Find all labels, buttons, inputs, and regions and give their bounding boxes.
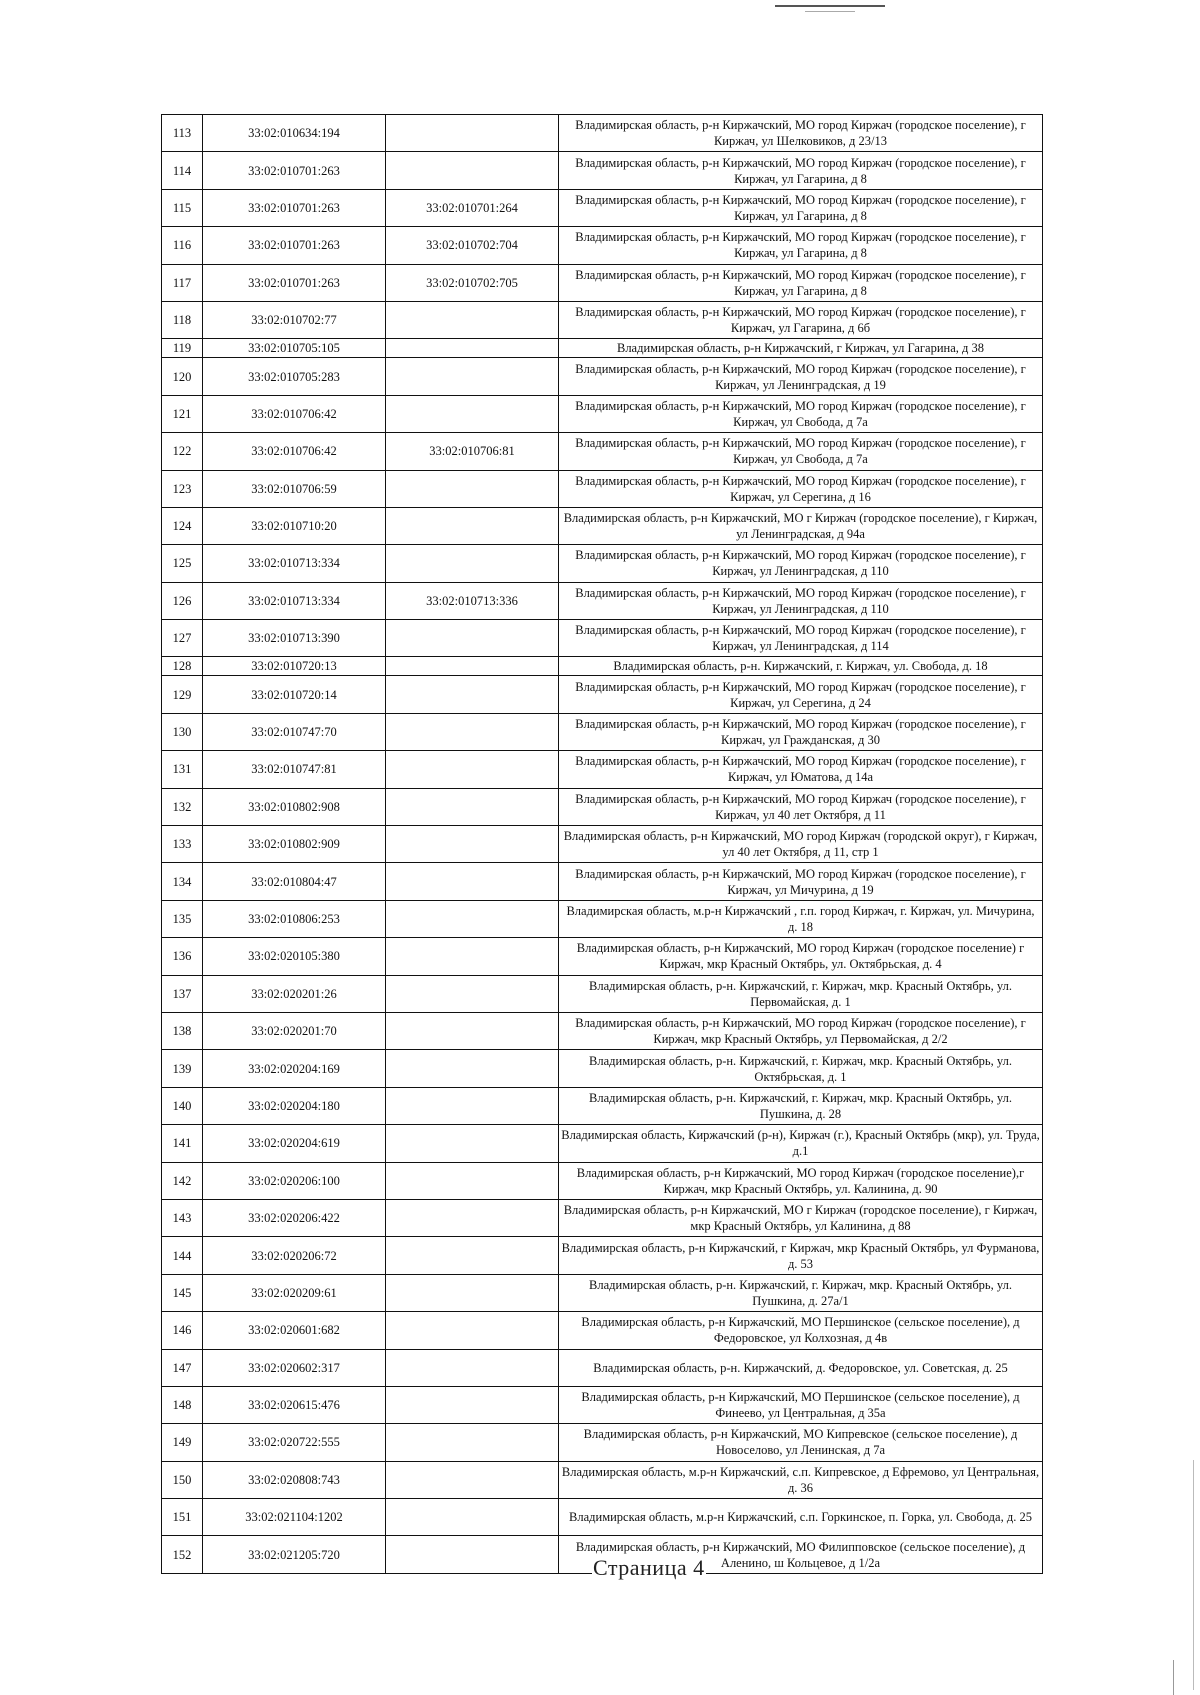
table-row	[162, 1012, 1043, 1049]
cadastral-number-cell: 33:02:020204:180	[203, 1087, 386, 1124]
row-number-cell: 145	[162, 1274, 203, 1311]
table-row	[162, 657, 1043, 676]
address-cell: Владимирская область, р-н Киржачский, МО г Киржач (городское поселение), г Киржач, ул Ленинградская, д 94а	[559, 507, 1043, 544]
table-row	[162, 1162, 1043, 1199]
scan-artifact	[775, 2, 895, 14]
address-cell: Владимирская область, р-н Киржачский, МО город Киржач (городское поселение), г Киржач, ул Гагарина, д 8	[559, 152, 1043, 189]
table-row	[162, 751, 1043, 788]
address-cell: Владимирская область, р-н Киржачский, МО город Киржач (городское поселение), г Киржач, ул Свобода, д 7а	[559, 433, 1043, 470]
related-cadastral-number-cell	[386, 620, 559, 657]
table-row	[162, 582, 1043, 619]
table-row	[162, 1424, 1043, 1461]
address-cell: Владимирская область, р-н Киржачский, МО город Киржач (городское поселение), г Киржач, ул Гагарина, д 8	[559, 189, 1043, 226]
address-cell: Владимирская область, Киржачский (р-н), Киржач (г.), Красный Октябрь (мкр), ул. Труда, д.1	[559, 1125, 1043, 1162]
related-cadastral-number-cell	[386, 788, 559, 825]
row-number-cell: 116	[162, 227, 203, 264]
table-row	[162, 1087, 1043, 1124]
table-row	[162, 152, 1043, 189]
cadastral-number-cell: 33:02:020105:380	[203, 938, 386, 975]
address-cell: Владимирская область, р-н Киржачский, МО город Киржач (городское поселение), г Киржач, ул Ленинградская, д 110	[559, 582, 1043, 619]
row-number-cell: 148	[162, 1386, 203, 1423]
cadastral-number-cell: 33:02:010713:390	[203, 620, 386, 657]
related-cadastral-number-cell	[386, 1162, 559, 1199]
row-number-cell: 150	[162, 1461, 203, 1498]
row-number-cell: 135	[162, 900, 203, 937]
table-row	[162, 1125, 1043, 1162]
address-cell: Владимирская область, р-н Киржачский, г Киржач, ул Гагарина, д 38	[559, 339, 1043, 358]
cadastral-number-cell: 33:02:010713:334	[203, 582, 386, 619]
related-cadastral-number-cell	[386, 826, 559, 863]
row-number-cell: 131	[162, 751, 203, 788]
address-cell: Владимирская область, р-н Киржачский, МО город Киржач (городское поселение), г Киржач, ул Гагарина, д 8	[559, 264, 1043, 301]
related-cadastral-number-cell	[386, 1087, 559, 1124]
row-number-cell: 144	[162, 1237, 203, 1274]
table-row	[162, 788, 1043, 825]
table-row	[162, 1312, 1043, 1349]
cadastral-number-cell: 33:02:020615:476	[203, 1386, 386, 1423]
address-cell: Владимирская область, р-н Киржачский, МО город Киржач (городской округ), г Киржач, ул 40 лет Октября, д 11, стр 1	[559, 826, 1043, 863]
table-row	[162, 115, 1043, 152]
table-row	[162, 227, 1043, 264]
cadastral-number-cell: 33:02:010634:194	[203, 115, 386, 152]
row-number-cell: 132	[162, 788, 203, 825]
related-cadastral-number-cell	[386, 339, 559, 358]
cadastral-number-cell: 33:02:010802:909	[203, 826, 386, 863]
cadastral-number-cell: 33:02:010747:70	[203, 713, 386, 750]
scan-edge-line	[1193, 1460, 1194, 1690]
cadastral-number-cell: 33:02:010702:77	[203, 301, 386, 338]
table-row	[162, 545, 1043, 582]
cadastral-number-cell: 33:02:010701:263	[203, 264, 386, 301]
address-cell: Владимирская область, р-н Киржачский, МО город Киржач (городское поселение), г Киржач, мкр Красный Октябрь, ул Первомайская, д 2/2	[559, 1012, 1043, 1049]
row-number-cell: 127	[162, 620, 203, 657]
related-cadastral-number-cell: 33:02:010702:704	[386, 227, 559, 264]
cadastral-number-cell: 33:02:010701:263	[203, 227, 386, 264]
row-number-cell: 120	[162, 358, 203, 395]
row-number-cell: 114	[162, 152, 203, 189]
cadastral-number-cell: 33:02:010720:13	[203, 657, 386, 676]
related-cadastral-number-cell	[386, 1274, 559, 1311]
cadastral-number-cell: 33:02:020722:555	[203, 1424, 386, 1461]
row-number-cell: 147	[162, 1349, 203, 1386]
related-cadastral-number-cell: 33:02:010701:264	[386, 189, 559, 226]
related-cadastral-number-cell	[386, 657, 559, 676]
row-number-cell: 140	[162, 1087, 203, 1124]
cadastral-number-cell: 33:02:020602:317	[203, 1349, 386, 1386]
row-number-cell: 139	[162, 1050, 203, 1087]
cadastral-number-cell: 33:02:020201:70	[203, 1012, 386, 1049]
row-number-cell: 129	[162, 676, 203, 713]
table-row	[162, 395, 1043, 432]
related-cadastral-number-cell	[386, 1125, 559, 1162]
cadastral-number-cell: 33:02:010706:42	[203, 433, 386, 470]
table-row	[162, 1050, 1043, 1087]
table-row	[162, 358, 1043, 395]
address-cell: Владимирская область, р-н. Киржачский, г. Киржач, ул. Свобода, д. 18	[559, 657, 1043, 676]
row-number-cell: 118	[162, 301, 203, 338]
related-cadastral-number-cell	[386, 900, 559, 937]
cadastral-number-cell: 33:02:010706:59	[203, 470, 386, 507]
table-row	[162, 1199, 1043, 1236]
row-number-cell: 134	[162, 863, 203, 900]
related-cadastral-number-cell	[386, 863, 559, 900]
address-cell: Владимирская область, р-н. Киржачский, г. Киржач, мкр. Красный Октябрь, ул. Октябрьская, д. 1	[559, 1050, 1043, 1087]
table-row	[162, 264, 1043, 301]
table-row	[162, 1349, 1043, 1386]
address-cell: Владимирская область, р-н Киржачский, г Киржач, мкр Красный Октябрь, ул Фурманова, д. 53	[559, 1237, 1043, 1274]
table-row	[162, 938, 1043, 975]
table-row	[162, 189, 1043, 226]
address-cell: Владимирская область, р-н Киржачский, МО Першинское (сельское поселение), д Финеево, ул Центральная, д 35а	[559, 1386, 1043, 1423]
related-cadastral-number-cell	[386, 1536, 559, 1573]
address-cell: Владимирская область, р-н. Киржачский, г. Киржач, мкр. Красный Октябрь, ул. Пушкина, д. 27а/1	[559, 1274, 1043, 1311]
row-number-cell: 143	[162, 1199, 203, 1236]
table-row	[162, 1237, 1043, 1274]
table-row	[162, 1274, 1043, 1311]
address-cell: Владимирская область, р-н Киржачский, МО г Киржач (городское поселение), г Киржач, мкр Красный Октябрь, ул Калинина, д 88	[559, 1199, 1043, 1236]
row-number-cell: 149	[162, 1424, 203, 1461]
table-row	[162, 620, 1043, 657]
related-cadastral-number-cell	[386, 507, 559, 544]
cadastral-number-cell: 33:02:020206:422	[203, 1199, 386, 1236]
row-number-cell: 128	[162, 657, 203, 676]
row-number-cell: 117	[162, 264, 203, 301]
address-cell: Владимирская область, р-н Киржачский, МО город Киржач (городское поселение), г Киржач, ул Ленинградская, д 110	[559, 545, 1043, 582]
related-cadastral-number-cell	[386, 115, 559, 152]
cadastral-number-cell: 33:02:010720:14	[203, 676, 386, 713]
row-number-cell: 121	[162, 395, 203, 432]
row-number-cell: 138	[162, 1012, 203, 1049]
table-row	[162, 863, 1043, 900]
cadastral-number-cell: 33:02:020204:169	[203, 1050, 386, 1087]
row-number-cell: 141	[162, 1125, 203, 1162]
related-cadastral-number-cell	[386, 975, 559, 1012]
related-cadastral-number-cell: 33:02:010713:336	[386, 582, 559, 619]
page-number-label: Страница 4	[593, 1555, 705, 1580]
address-cell: Владимирская область, р-н Киржачский, МО город Киржач (городское поселение), г Киржач, ул Ленинградская, д 19	[559, 358, 1043, 395]
table-row	[162, 433, 1043, 470]
address-cell: Владимирская область, р-н Киржачский, МО город Киржач (городское поселение), г Киржач, ул Шелковиков, д 23/13	[559, 115, 1043, 152]
table-row	[162, 713, 1043, 750]
row-number-cell: 151	[162, 1499, 203, 1536]
related-cadastral-number-cell	[386, 1349, 559, 1386]
row-number-cell: 125	[162, 545, 203, 582]
cadastral-number-cell: 33:02:020601:682	[203, 1312, 386, 1349]
row-number-cell: 115	[162, 189, 203, 226]
address-cell: Владимирская область, р-н Киржачский, МО город Киржач (городское поселение), г Киржач, ул Серегина, д 24	[559, 676, 1043, 713]
cadastral-number-cell: 33:02:020206:100	[203, 1162, 386, 1199]
related-cadastral-number-cell	[386, 545, 559, 582]
cadastral-number-cell: 33:02:020204:619	[203, 1125, 386, 1162]
cadastral-number-cell: 33:02:020201:26	[203, 975, 386, 1012]
related-cadastral-number-cell	[386, 301, 559, 338]
address-cell: Владимирская область, р-н Киржачский, МО город Киржач (городское поселение), г Киржач, ул Гагарина, д 6б	[559, 301, 1043, 338]
address-cell: Владимирская область, р-н Киржачский, МО город Киржач (городское поселение) г Киржач, мкр Красный Октябрь, ул. Октябрьская, д. 4	[559, 938, 1043, 975]
address-cell: Владимирская область, р-н. Киржачский, г. Киржач, мкр. Красный Октябрь, ул. Первомайская, д. 1	[559, 975, 1043, 1012]
cadastral-number-cell: 33:02:010706:42	[203, 395, 386, 432]
table-row	[162, 676, 1043, 713]
row-number-cell: 113	[162, 115, 203, 152]
related-cadastral-number-cell: 33:02:010706:81	[386, 433, 559, 470]
related-cadastral-number-cell	[386, 713, 559, 750]
cadastral-number-cell: 33:02:010804:47	[203, 863, 386, 900]
row-number-cell: 124	[162, 507, 203, 544]
cadastral-number-cell: 33:02:010802:908	[203, 788, 386, 825]
related-cadastral-number-cell	[386, 676, 559, 713]
row-number-cell: 142	[162, 1162, 203, 1199]
table-row	[162, 826, 1043, 863]
cadastral-number-cell: 33:02:021205:720	[203, 1536, 386, 1573]
row-number-cell: 133	[162, 826, 203, 863]
address-cell: Владимирская область, м.р-н Киржачский , г.п. город Киржач, г. Киржач, ул. Мичурина, д. 18	[559, 900, 1043, 937]
row-number-cell: 136	[162, 938, 203, 975]
related-cadastral-number-cell	[386, 1386, 559, 1423]
cadastral-number-cell: 33:02:020206:72	[203, 1237, 386, 1274]
related-cadastral-number-cell	[386, 751, 559, 788]
related-cadastral-number-cell	[386, 1424, 559, 1461]
related-cadastral-number-cell	[386, 1499, 559, 1536]
cadastral-number-cell: 33:02:021104:1202	[203, 1499, 386, 1536]
related-cadastral-number-cell: 33:02:010702:705	[386, 264, 559, 301]
table-row	[162, 975, 1043, 1012]
address-cell: Владимирская область, р-н Киржачский, МО город Киржач (городское поселение), г Киржач, ул Мичурина, д 19	[559, 863, 1043, 900]
cadastral-number-cell: 33:02:010701:263	[203, 152, 386, 189]
related-cadastral-number-cell	[386, 1050, 559, 1087]
cadastral-number-cell: 33:02:010701:263	[203, 189, 386, 226]
related-cadastral-number-cell	[386, 1237, 559, 1274]
cadastral-number-cell: 33:02:010705:283	[203, 358, 386, 395]
address-cell: Владимирская область, р-н Киржачский, МО город Киржач (городское поселение), г Киржач, ул 40 лет Октября, д 11	[559, 788, 1043, 825]
address-cell: Владимирская область, р-н Киржачский, МО город Киржач (городское поселение), г Киржач, ул Юматова, д 14а	[559, 751, 1043, 788]
scan-edge-line	[1173, 1660, 1174, 1695]
address-cell: Владимирская область, м.р-н Киржачский, с.п. Кипревское, д Ефремово, ул Центральная, д. 36	[559, 1461, 1043, 1498]
cadastral-number-cell: 33:02:010710:20	[203, 507, 386, 544]
related-cadastral-number-cell	[386, 152, 559, 189]
table-row	[162, 507, 1043, 544]
cadastral-number-cell: 33:02:020209:61	[203, 1274, 386, 1311]
related-cadastral-number-cell	[386, 1199, 559, 1236]
cadastral-number-cell: 33:02:010806:253	[203, 900, 386, 937]
row-number-cell: 126	[162, 582, 203, 619]
cadastral-number-cell: 33:02:010705:105	[203, 339, 386, 358]
row-number-cell: 130	[162, 713, 203, 750]
address-cell: Владимирская область, р-н. Киржачский, г. Киржач, мкр. Красный Октябрь, ул. Пушкина, д. 28	[559, 1087, 1043, 1124]
address-cell: Владимирская область, р-н Киржачский, МО город Киржач (городское поселение),г Киржач, мкр Красный Октябрь, ул. Калинина, д. 90	[559, 1162, 1043, 1199]
related-cadastral-number-cell	[386, 470, 559, 507]
table-row	[162, 470, 1043, 507]
related-cadastral-number-cell	[386, 1312, 559, 1349]
row-number-cell: 122	[162, 433, 203, 470]
address-cell: Владимирская область, м.р-н Киржачский, с.п. Горкинское, п. Горка, ул. Свобода, д. 25	[559, 1499, 1043, 1536]
address-cell: Владимирская область, р-н Киржачский, МО Кипревское (сельское поселение), д Новоселово, ул Ленинская, д 7а	[559, 1424, 1043, 1461]
related-cadastral-number-cell	[386, 1461, 559, 1498]
address-cell: Владимирская область, р-н Киржачский, МО Першинское (сельское поселение), д Федоровское, ул Колхозная, д 4в	[559, 1312, 1043, 1349]
address-cell: Владимирская область, р-н Киржачский, МО город Киржач (городское поселение), г Киржач, ул Серегина, д 16	[559, 470, 1043, 507]
address-cell: Владимирская область, р-н. Киржачский, д. Федоровское, ул. Советская, д. 25	[559, 1349, 1043, 1386]
address-cell: Владимирская область, р-н Киржачский, МО Филипповское (сельское поселение), д Аленино, ш Кольцевое, д 1/2а	[559, 1536, 1043, 1573]
related-cadastral-number-cell	[386, 938, 559, 975]
table-row	[162, 900, 1043, 937]
cadastral-register-table	[161, 114, 1043, 1574]
related-cadastral-number-cell	[386, 1012, 559, 1049]
related-cadastral-number-cell	[386, 395, 559, 432]
table-row	[162, 1461, 1043, 1498]
table-row	[162, 301, 1043, 338]
row-number-cell: 146	[162, 1312, 203, 1349]
row-number-cell: 123	[162, 470, 203, 507]
table-row	[162, 1499, 1043, 1536]
cadastral-number-cell: 33:02:020808:743	[203, 1461, 386, 1498]
row-number-cell: 137	[162, 975, 203, 1012]
table-row	[162, 339, 1043, 358]
cadastral-number-cell: 33:02:010713:334	[203, 545, 386, 582]
address-cell: Владимирская область, р-н Киржачский, МО город Киржач (городское поселение), г Киржач, ул Гражданская, д 30	[559, 713, 1043, 750]
address-cell: Владимирская область, р-н Киржачский, МО город Киржач (городское поселение), г Киржач, ул Гагарина, д 8	[559, 227, 1043, 264]
row-number-cell: 152	[162, 1536, 203, 1573]
table-row	[162, 1386, 1043, 1423]
address-cell: Владимирская область, р-н Киржачский, МО город Киржач (городское поселение), г Киржач, ул Свобода, д 7а	[559, 395, 1043, 432]
table-body	[162, 115, 1043, 1574]
address-cell: Владимирская область, р-н Киржачский, МО город Киржач (городское поселение), г Киржач, ул Ленинградская, д 114	[559, 620, 1043, 657]
related-cadastral-number-cell	[386, 358, 559, 395]
cadastral-number-cell: 33:02:010747:81	[203, 751, 386, 788]
row-number-cell: 119	[162, 339, 203, 358]
